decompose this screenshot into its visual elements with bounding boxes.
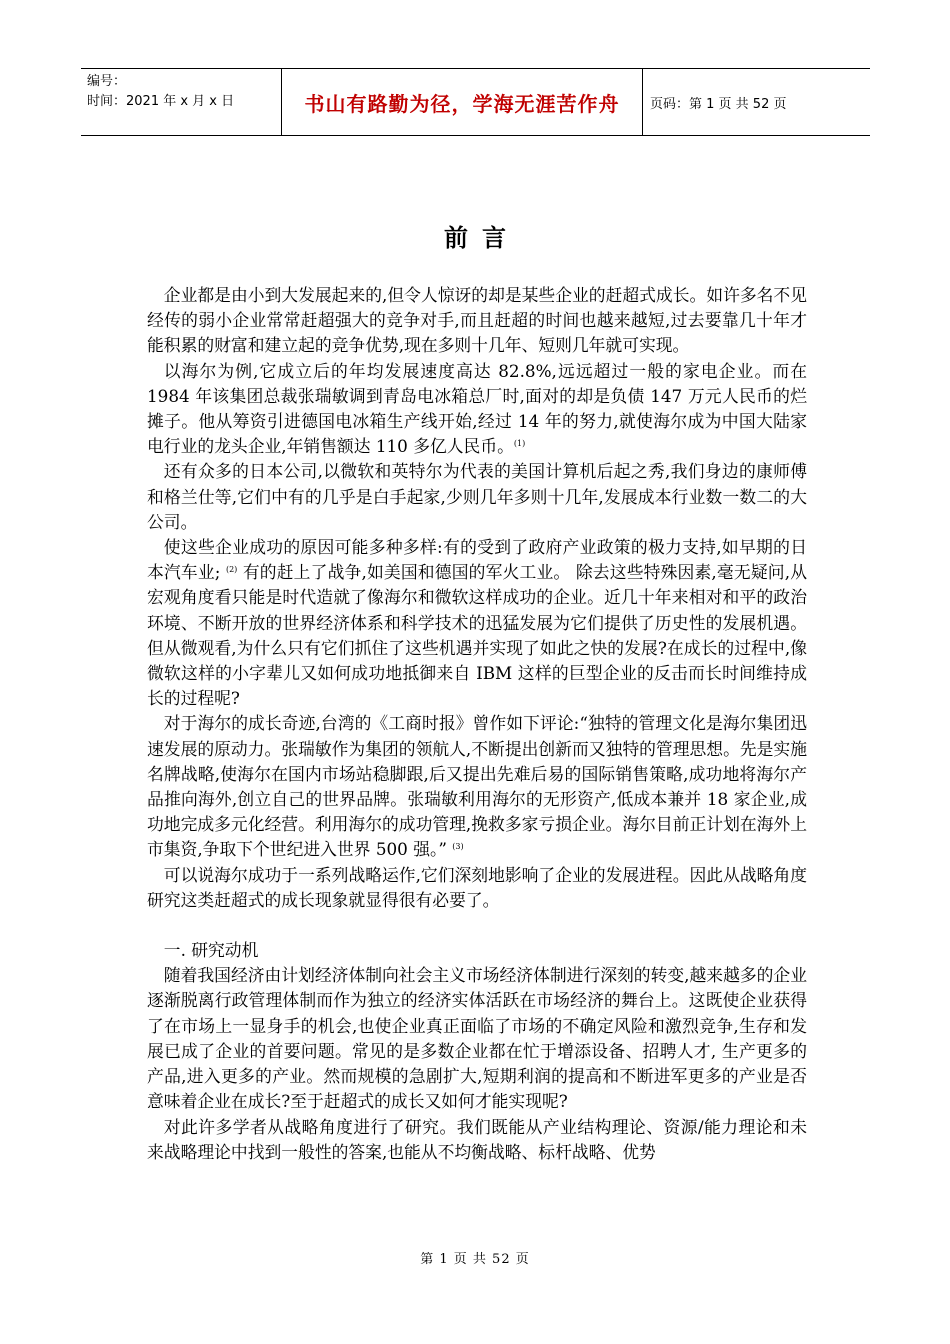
header-motto: 书山有路勤为径，学海无涯苦作舟 — [281, 69, 643, 135]
paragraph: 还有众多的日本公司,以微软和英特尔为代表的美国计算机后起之秀,我们身边的康师傅和格兰仕等,它们中有的几乎是白手起家,少则几年多则十几年,发展成本行业数一数二的大公司。 — [147, 461, 807, 532]
header-meta — [81, 69, 281, 135]
paragraph: 对于海尔的成长奇迹,台湾的《工商时报》曾作如下评论:“独特的管理文化是海尔集团迅速发展的原动力。张瑞敏作为集团的领航人,不断提出创新而又独特的管理思想。先是实施名牌战略,使海尔在国内市场站稳脚跟,后又提出先难后易的国际销售策略,成功地将海尔产品推向海外,创立自己的世界品牌。张瑞敏利用海尔的无形资产,低成本兼并 18 家企业,成功地完成多元化经营。利用海尔的成功管理,挽救多家亏损企业。海尔目前正计划在海外上市集资,争取下个世纪进入世界 500 强。” $^{(3)}$ — [147, 713, 807, 860]
footnote-ref: (2) — [225, 565, 238, 575]
paragraph: 使这些企业成功的原因可能多种多样:有的受到了政府产业政策的极力支持,如早期的日本汽车业; $^{(2)}$ 有的赶上了战争,如美国和德国的军火工业。 除去这些特殊因素,毫无疑问,从宏观角度看只能是时代造就了像海尔和微软这样成功的企业。近几十年来相对和平的政治环境、不断开放的世界经济体系和科学技术的迅猛发展为它们提供了历史性的发展机遇。但从微观看,为什么只有它们抓住了这些机遇并实现了如此之快的发展?在成长的过程中,像微软这样的小字辈儿又如何成功地抵御来自 IBM 这样的巨型企业的反击而长时间维持成长的过程呢? — [147, 537, 808, 709]
document-number-label: 编号： — [87, 74, 127, 89]
section-heading: 一. 研究动机 — [163, 940, 259, 961]
page-header — [81, 68, 870, 136]
document-body — [147, 283, 807, 1165]
paragraph: 对此许多学者从战略角度进行了研究。我们既能从产业结构理论、资源/能力理论和未来战略理论中找到一般性的答案,也能从不均衡战略、标杆战略、优势 — [147, 1116, 807, 1162]
footnote-ref: (3) — [452, 842, 464, 852]
paragraph: 以海尔为例,它成立后的年均发展速度高达 82.8%,远远超过一般的家电企业。而在 1984 年该集团总裁张瑞敏调到青岛电冰箱总厂时,面对的却是负债 147 万元人民币的烂摊子。他从筹资引进德国电冰箱生产线开始,经过 14 年的努力,就使海尔成为中国大陆家电行业的龙头企业,年销售额达 110 多亿人民币。$^{(1)}$ — [147, 360, 807, 457]
paragraph: 可以说海尔成功于一系列战略运作,它们深刻地影响了企业的发展进程。因此从战略角度研究这类赶超式的成长现象就显得很有必要了。 — [147, 864, 807, 910]
paragraph: 随着我国经济由计划经济体制向社会主义市场经济体制进行深刻的转变,越来越多的企业逐渐脱离行政管理体制而作为独立的经济实体活跃在市场经济的舞台上。这既使企业获得了在市场上一显身手的机会,也使企业真正面临了市场的不确定风险和激烈竞争,生存和发展已成了企业的首要问题。常见的是多数企业都在忙于增添设备、招聘人才, 生产更多的产品,进入更多的产业。然而规模的急剧扩大,短期利润的提高和不断进军更多的产业是否意味着企业在成长?至于赶超式的成长又如何才能实现呢? — [147, 965, 807, 1112]
header-page-info: 页码：第 1 页 共 52 页 — [650, 96, 787, 112]
page-footer: 第 1 页 共 52 页 — [420, 1252, 530, 1267]
document-date: 时间：2021 年 x 月 x 日 — [87, 94, 235, 109]
paragraph: 企业都是由小到大发展起来的,但令人惊讶的却是某些企业的赶超式成长。如许多名不见经传的弱小企业常常赶超强大的竞争对手,而且赶超的时间也越来越短,过去要靠几十年才能积累的财富和建立起的竞争优势,现在多则十几年、短则几年就可实现。 — [147, 285, 807, 356]
document-title: 前言 — [444, 223, 520, 252]
footnote-ref: (1) — [513, 439, 526, 449]
